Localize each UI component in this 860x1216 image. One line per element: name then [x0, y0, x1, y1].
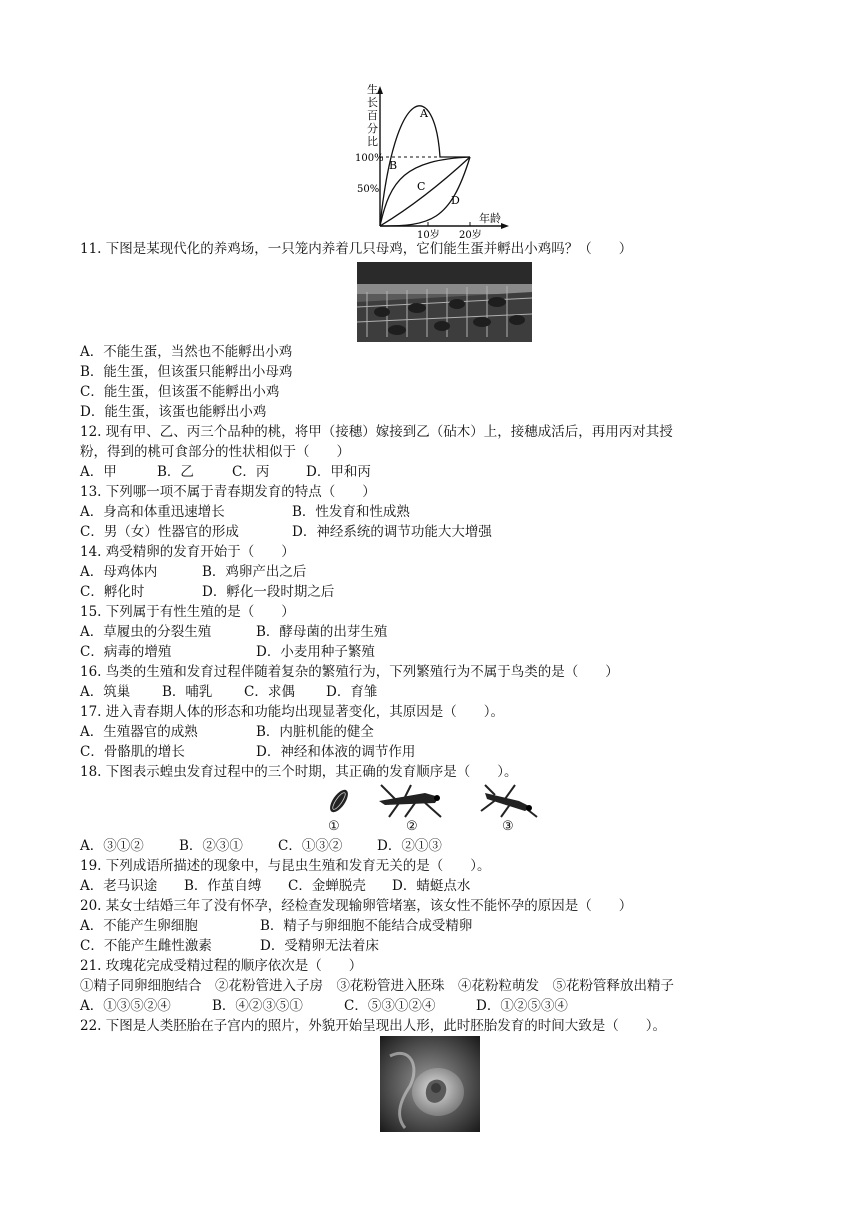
- svg-text:长: 长: [367, 96, 378, 109]
- svg-text:百: 百: [367, 109, 378, 122]
- q12-option-c: C．丙: [232, 464, 270, 480]
- svg-text:生: 生: [367, 83, 378, 96]
- q19-option-d: D．蜻蜓点水: [392, 878, 471, 894]
- y-tick-100: 100%: [355, 153, 384, 164]
- q14-options-row2: [80, 583, 334, 601]
- q15-option-c: C．病毒的增殖: [80, 644, 172, 660]
- q19-option-c: C．金蝉脱壳: [288, 878, 366, 894]
- q11-option-b: B．能生蛋，但该蛋只能孵出小母鸡: [80, 364, 293, 380]
- q20-option-c: C．不能产生雌性激素: [80, 938, 212, 954]
- x-axis-arrow: [501, 223, 509, 229]
- x-axis-label: 年龄: [479, 212, 501, 225]
- curve-label-c: C: [417, 180, 426, 193]
- q15-options-row2: [80, 643, 375, 661]
- q16-options: [80, 683, 377, 701]
- q17-options-row2: [80, 743, 415, 761]
- question-20-stem: 20. 某女士结婚三年了没有怀孕，经检查发现输卵管堵塞，该女性不能怀孕的原因是（ ）: [80, 898, 633, 914]
- q15-option-d: D．小麦用种子繁殖: [256, 644, 375, 660]
- locust-nymph-figure: [475, 783, 543, 819]
- svg-text:比: 比: [367, 135, 378, 148]
- q18-option-c: C．①③②: [278, 838, 343, 854]
- question-21-steps: ①精子同卵细胞结合 ②花粉管进入子房 ③花粉管进入胚珠 ④花粉粒萌发 ⑤花粉管释放出精子: [80, 978, 674, 994]
- locust-label-1: ①: [328, 819, 340, 834]
- q16-option-d: D．育雏: [326, 684, 378, 700]
- svg-text:分: 分: [367, 122, 378, 135]
- locust-label-2: ②: [406, 819, 418, 834]
- question-12-stem-cont: 粉，得到的桃可食部分的性状相似于（ ）: [80, 444, 350, 460]
- q13-option-b: B．性发育和性成熟: [292, 504, 410, 520]
- question-12-stem: 12. 现有甲、乙、丙三个品种的桃，将甲（接穗）嫁接到乙（砧木）上，接穗成活后，再用丙对其授: [80, 424, 673, 440]
- q20-option-d: D．受精卵无法着床: [260, 938, 379, 954]
- chicken-farm-photo: [357, 262, 532, 342]
- q20-option-b: B．精子与卵细胞不能结合成受精卵: [260, 918, 473, 934]
- q18-options: [80, 837, 442, 855]
- q17-option-d: D．神经和体液的调节作用: [256, 744, 416, 760]
- q15-options-row1: [80, 623, 387, 641]
- q13-option-a: A．身高和体重迅速增长: [80, 504, 225, 520]
- q11-option-d: D．能生蛋，该蛋也能孵出小鸡: [80, 404, 267, 420]
- x-tick-10: 10岁: [417, 230, 440, 240]
- q14-option-d: D．孵化一段时期之后: [202, 584, 335, 600]
- q20-options-row1: [80, 917, 472, 935]
- q12-option-d: D．甲和丙: [306, 464, 371, 480]
- locust-label-3: ③: [502, 819, 514, 834]
- question-19-stem: 19. 下列成语所描述的现象中，与昆虫生殖和发育无关的是（ ）。: [80, 858, 491, 874]
- q14-option-c: C．孵化时: [80, 584, 145, 600]
- q19-option-a: A．老马识途: [80, 878, 158, 894]
- q17-option-a: A．生殖器官的成熟: [80, 724, 198, 740]
- question-11-stem: 11. 下图是某现代化的养鸡场，一只笼内养着几只母鸡，它们能生蛋并孵出小鸡吗？（ ）: [80, 241, 633, 257]
- q14-option-a: A．母鸡体内: [80, 564, 158, 580]
- y-tick-50: 50%: [357, 184, 380, 195]
- q16-option-b: B．哺乳: [162, 684, 213, 700]
- curve-label-a: A: [420, 107, 428, 120]
- q13-option-d: D．神经系统的调节功能大大增强: [292, 524, 492, 540]
- question-15-stem: 15. 下列属于有性生殖的是（ ）: [80, 604, 295, 620]
- q12-option-a: A．甲: [80, 464, 117, 480]
- q14-options-row1: [80, 563, 306, 581]
- q11-option-c: C．能生蛋，但该蛋不能孵出小鸡: [80, 384, 280, 400]
- q21-option-b: B．④②③⑤①: [212, 998, 303, 1014]
- q15-option-a: A．草履虫的分裂生殖: [80, 624, 212, 640]
- q20-options-row2: [80, 937, 379, 955]
- q12-option-b: B．乙: [157, 464, 194, 480]
- q20-option-a: A．不能产生卵细胞: [80, 918, 198, 934]
- question-13-stem: 13. 下列哪一项不属于青春期发育的特点（ ）: [80, 484, 376, 500]
- q18-option-d: D．②①③: [377, 838, 442, 854]
- q16-option-c: C．求偶: [244, 684, 295, 700]
- curve-label-d: D: [451, 194, 460, 207]
- question-17-stem: 17. 进入青春期人体的形态和功能均出现显著变化，其原因是（ ）。: [80, 704, 505, 720]
- q11-option-a: A．不能生蛋，当然也不能孵出小鸡: [80, 344, 293, 360]
- x-tick-20: 20岁: [459, 230, 482, 240]
- question-14-stem: 14. 鸡受精卵的发育开始于（ ）: [80, 544, 295, 560]
- q17-options-row1: [80, 723, 374, 741]
- locust-adult-figure: [375, 783, 447, 819]
- embryo-photo: [380, 1036, 480, 1132]
- q18-option-b: B．②③①: [179, 838, 243, 854]
- q17-option-b: B．内脏机能的健全: [256, 724, 374, 740]
- q13-option-c: C．男（女）性器官的形成: [80, 524, 239, 540]
- q13-options-row2: [80, 523, 492, 541]
- q21-option-d: D．①②⑤③④: [476, 998, 568, 1014]
- question-21-stem: 21. 玫瑰花完成受精过程的顺序依次是（ ）: [80, 958, 363, 974]
- q16-option-a: A．筑巢: [80, 684, 131, 700]
- q15-option-b: B．酵母菌的出芽生殖: [256, 624, 388, 640]
- q12-options: [80, 463, 371, 481]
- question-22-stem: 22. 下图是人类胚胎在子宫内的照片，外貌开始呈现出人形，此时胚胎发育的时间大致是（ ）。: [80, 1018, 667, 1034]
- q13-options-row1: [80, 503, 410, 521]
- locust-egg-figure: [324, 786, 354, 816]
- curve-label-b: B: [389, 159, 398, 172]
- q19-option-b: B．作茧自缚: [184, 878, 262, 894]
- q18-option-a: A．③①②: [80, 838, 144, 854]
- q21-options: [80, 997, 568, 1015]
- y-axis-label: [367, 82, 378, 148]
- question-16-stem: 16. 鸟类的生殖和发育过程伴随着复杂的繁殖行为，下列繁殖行为不属于鸟类的是（ ）: [80, 664, 619, 680]
- question-18-stem: 18. 下图表示蝗虫发育过程中的三个时期，其正确的发育顺序是（ ）。: [80, 764, 518, 780]
- q14-option-b: B．鸡卵产出之后: [202, 564, 307, 580]
- q21-option-c: C．⑤③①②④: [344, 998, 436, 1014]
- q21-option-a: A．①③⑤②④: [80, 998, 171, 1014]
- q19-options: [80, 877, 470, 895]
- growth-curve-figure: [355, 80, 520, 240]
- q17-option-c: C．骨骼肌的增长: [80, 744, 185, 760]
